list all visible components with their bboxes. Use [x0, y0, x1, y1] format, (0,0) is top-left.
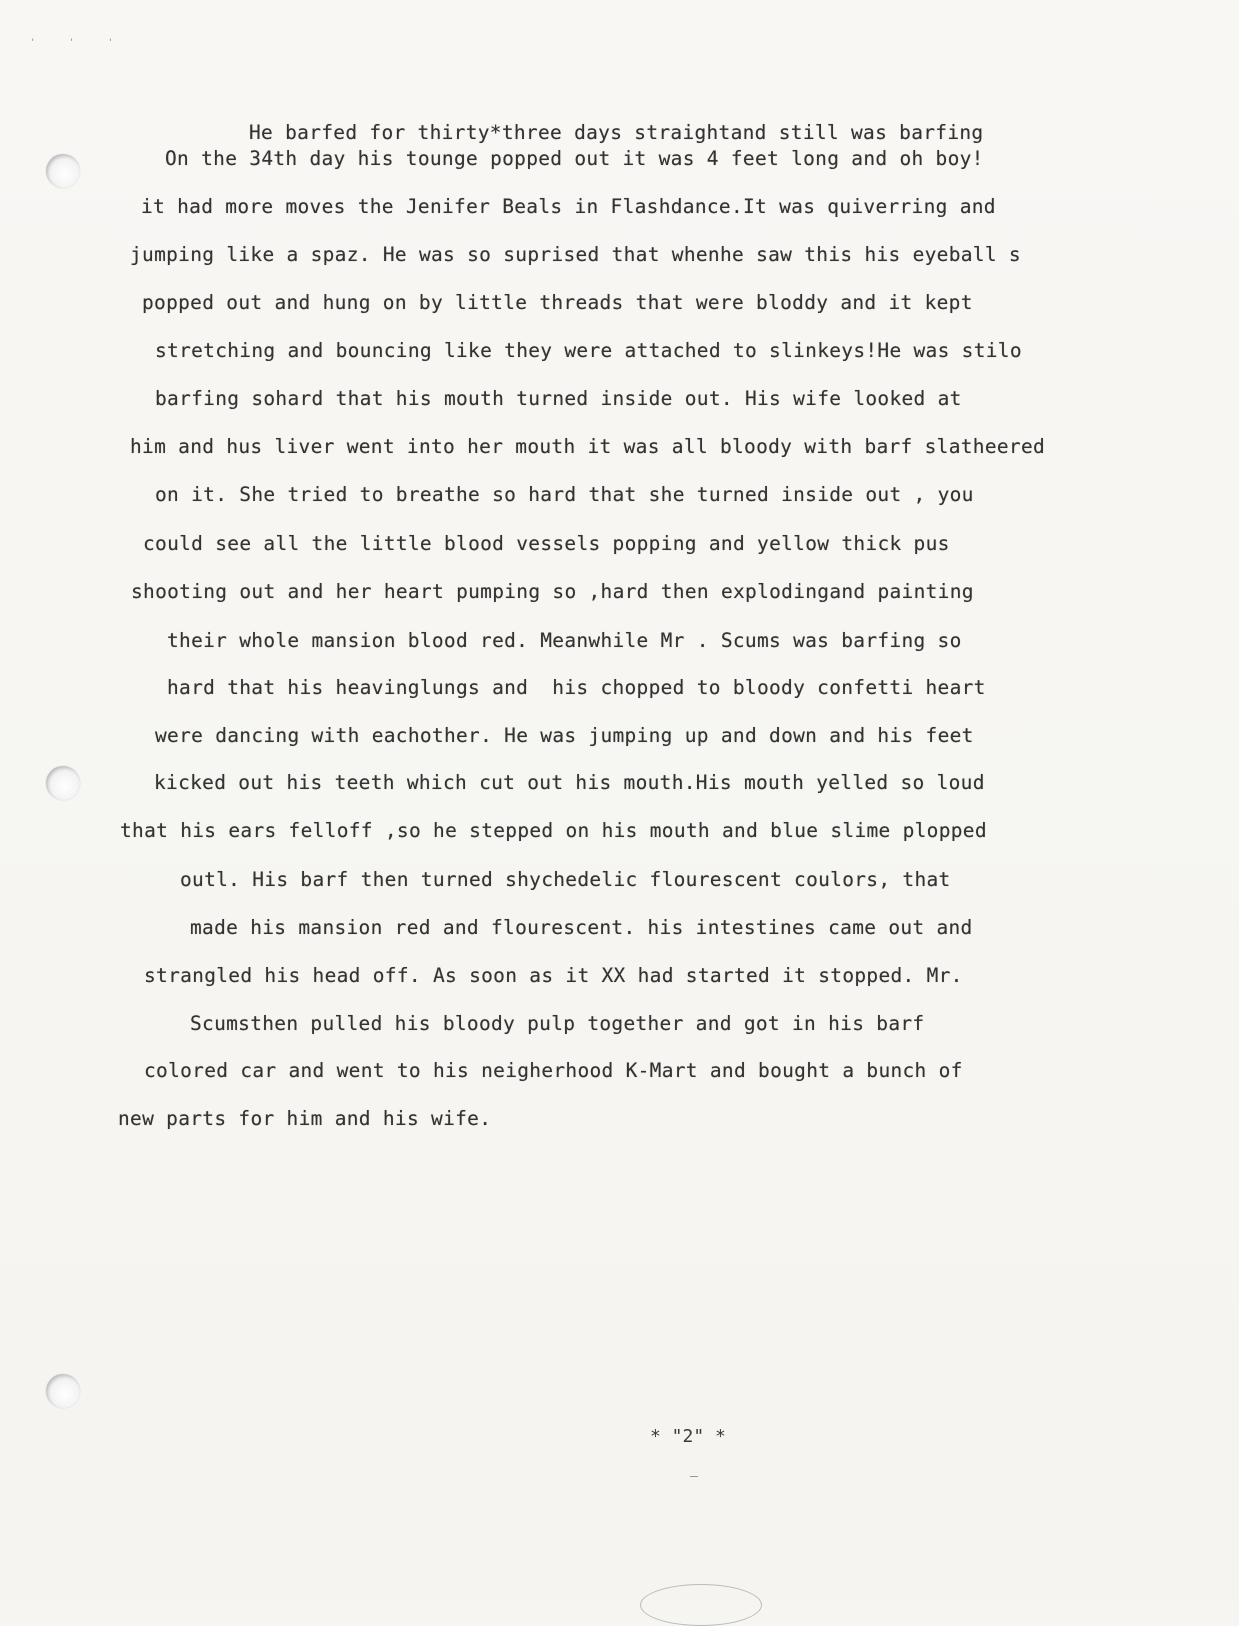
- text-line: that his ears felloff ,so he stepped on his mouth and blue slime plopped: [120, 819, 987, 842]
- text-line: popped out and hung on by little threads that were bloddy and it kept: [142, 291, 973, 314]
- text-line: made his mansion red and flourescent. his intestines came out and: [190, 916, 973, 939]
- text-line: on it. She tried to breathe so hard that she turned inside out , you: [155, 483, 974, 506]
- text-line: He barfed for thirty*three days straightand still was barfing: [249, 121, 984, 144]
- text-line: colored car and went to his neigherhood K-Mart and bought a bunch of: [144, 1059, 963, 1082]
- text-line: jumping like a spaz. He was so suprised that whenhe saw this his eyeball s: [130, 243, 1021, 266]
- text-line: it had more moves the Jenifer Beals in Flashdance.It was quiverring and: [141, 195, 996, 218]
- text-line: strangled his head off. As soon as it XX had started it stopped. Mr.: [144, 964, 963, 987]
- text-line: could see all the little blood vessels popping and yellow thick pus: [143, 532, 950, 555]
- text-line: stretching and bouncing like they were attached to slinkeys!He was stilo: [155, 339, 1022, 362]
- text-line: shooting out and her heart pumping so ,hard then explodingand painting: [131, 580, 974, 603]
- pencil-mark: [690, 1476, 698, 1477]
- corner-specks: ' ' ': [30, 38, 128, 48]
- page-number: * "2" *: [650, 1426, 726, 1447]
- text-line: new parts for him and his wife.: [118, 1107, 492, 1130]
- text-line: barfing sohard that his mouth turned inside out. His wife looked at: [155, 387, 962, 410]
- text-line: their whole mansion blood red. Meanwhile Mr . Scums was barfing so: [167, 629, 962, 652]
- punch-hole-top: [46, 154, 80, 188]
- text-line: him and hus liver went into her mouth it was all bloody with barf slatheered: [130, 435, 1046, 458]
- text-line: were dancing with eachother. He was jumping up and down and his feet: [155, 724, 974, 747]
- text-line: hard that his heavinglungs and his chopped to bloody confetti heart: [167, 676, 986, 699]
- bottom-edge-mark: [640, 1584, 762, 1626]
- text-line: On the 34th day his tounge popped out it was 4 feet long and oh boy!: [165, 147, 984, 170]
- punch-hole-middle: [46, 766, 80, 800]
- punch-hole-bottom: [46, 1374, 80, 1408]
- text-line: outl. His barf then turned shychedelic flourescent coulors, that: [180, 868, 951, 891]
- text-line: kicked out his teeth which cut out his mouth.His mouth yelled so loud: [154, 771, 985, 794]
- text-line: Scumsthen pulled his bloody pulp together and got in his barf: [190, 1012, 925, 1035]
